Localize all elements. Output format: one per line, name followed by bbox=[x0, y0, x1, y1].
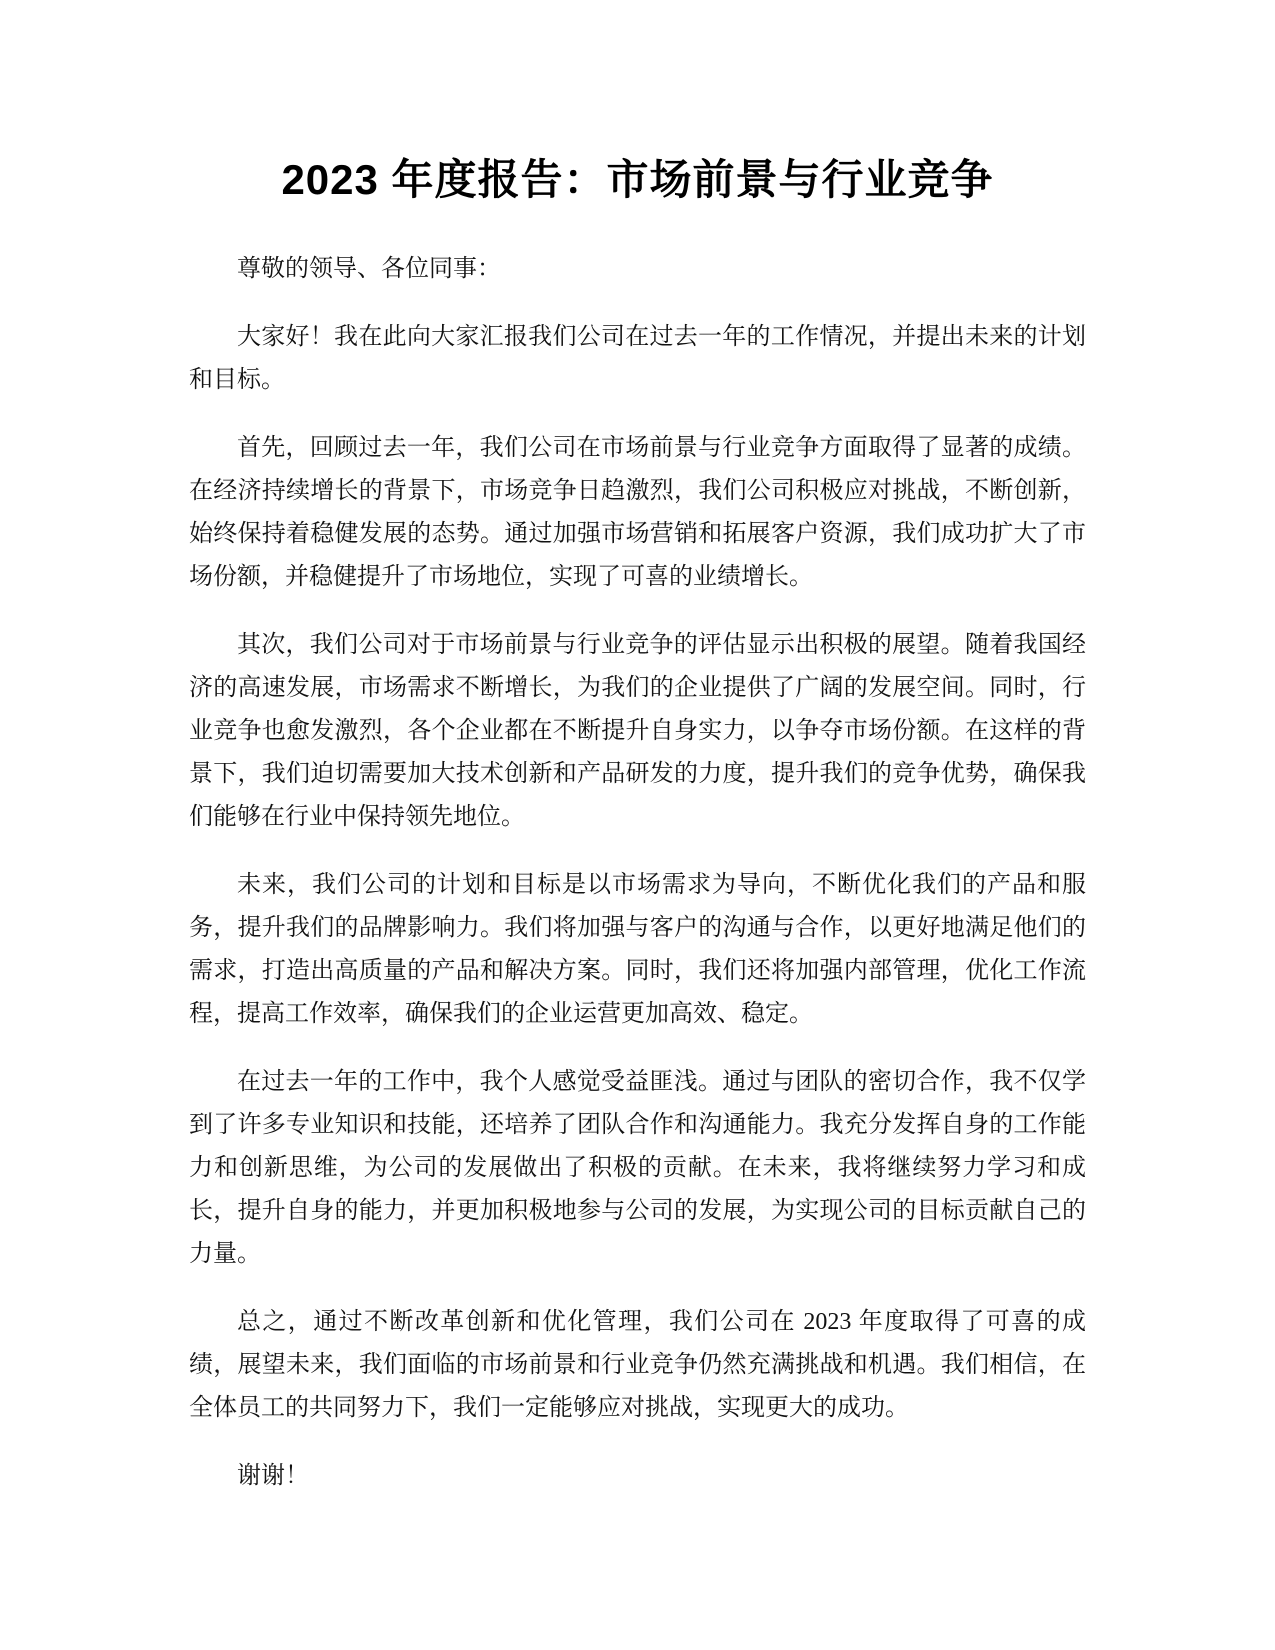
greeting-paragraph: 大家好！我在此向大家汇报我们公司在过去一年的工作情况，并提出未来的计划和目标。 bbox=[189, 324, 1086, 393]
conclusion-paragraph: 总之，通过不断改革创新和优化管理，我们公司在 2023 年度取得了可喜的成绩，展望未来，我们面临的市场前景和行业竞争仍然充满挑战和机遇。我们相信，在全体员工的共同努力下，我们一定能够应对挑战，实现更大的成功。 bbox=[189, 1309, 1086, 1421]
document-body bbox=[189, 248, 1086, 1498]
salutation-paragraph: 尊敬的领导、各位同事： bbox=[237, 256, 501, 282]
personal-reflection-paragraph: 在过去一年的工作中，我个人感觉受益匪浅。通过与团队的密切合作，我不仅学到了许多专业知识和技能，还培养了团队合作和沟通能力。我充分发挥自身的工作能力和创新思维，为公司的发展做出了积极的贡献。在未来，我将继续努力学习和成长，提升自身的能力，并更加积极地参与公司的发展，为实现公司的目标贡献自己的力量。 bbox=[189, 1069, 1086, 1267]
closing-thanks: 谢谢！ bbox=[237, 1463, 309, 1489]
outlook-paragraph: 其次，我们公司对于市场前景与行业竞争的评估显示出积极的展望。随着我国经济的高速发展，市场需求不断增长，为我们的企业提供了广阔的发展空间。同时，行业竞争也愈发激烈，各个企业都在不断提升自身实力，以争夺市场份额。在这样的背景下，我们迫切需要加大技术创新和产品研发的力度，提升我们的竞争优势，确保我们能够在行业中保持领先地位。 bbox=[189, 632, 1086, 830]
review-paragraph: 首先，回顾过去一年，我们公司在市场前景与行业竞争方面取得了显著的成绩。在经济持续增长的背景下，市场竞争日趋激烈，我们公司积极应对挑战，不断创新，始终保持着稳健发展的态势。通过加强市场营销和拓展客户资源，我们成功扩大了市场份额，并稳健提升了市场地位，实现了可喜的业绩增长。 bbox=[189, 435, 1086, 590]
document-title: 2023 年度报告：市场前景与行业竞争 bbox=[281, 156, 994, 203]
plans-paragraph: 未来，我们公司的计划和目标是以市场需求为导向，不断优化我们的产品和服务，提升我们的品牌影响力。我们将加强与客户的沟通与合作，以更好地满足他们的需求，打造出高质量的产品和解决方案。同时，我们还将加强内部管理，优化工作流程，提高工作效率，确保我们的企业运营更加高效、稳定。 bbox=[189, 872, 1086, 1027]
